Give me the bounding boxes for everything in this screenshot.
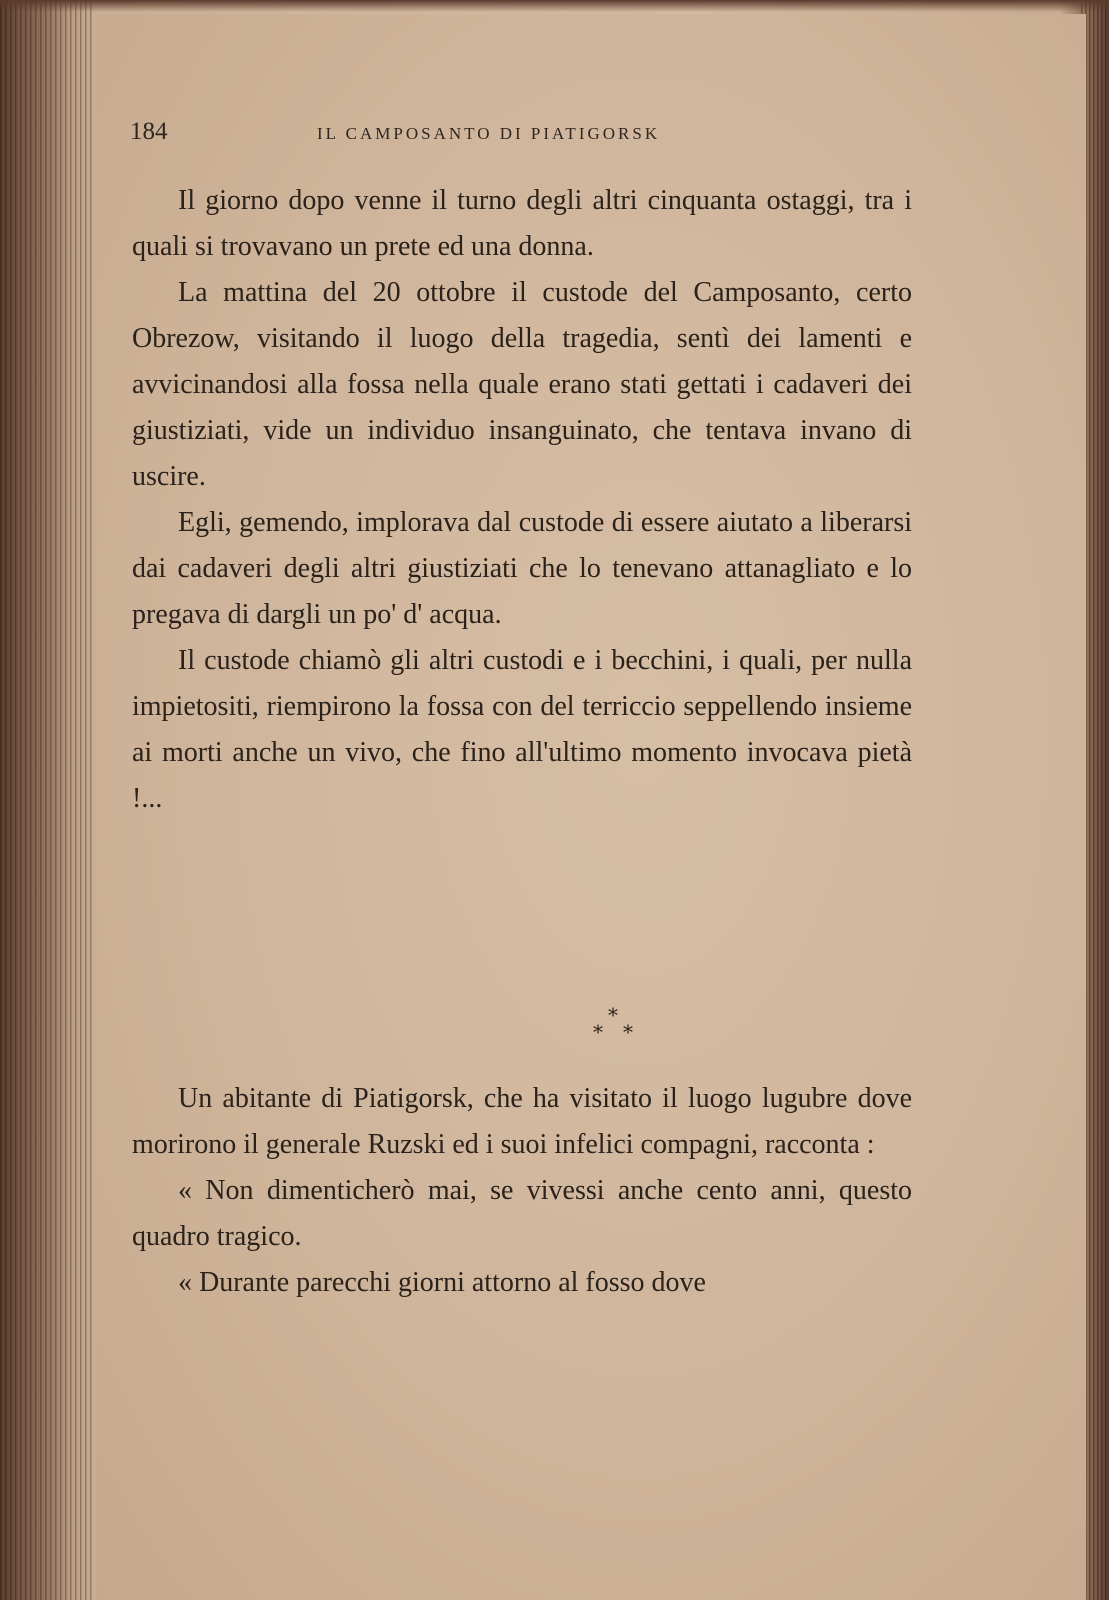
paragraph: Un abitante di Piatigorsk, che ha visitato il luogo lugubre dove morirono il generale Ruzski ed i suoi infelici compagni, racconta :: [132, 1083, 912, 1160]
body-text-top: [132, 178, 912, 822]
paragraph: « Durante parecchi giorni attorno al fosso dove: [178, 1267, 706, 1298]
running-title: IL CAMPOSANTO DI PIATIGORSK: [317, 124, 661, 143]
body-text-bottom: [132, 1076, 912, 1306]
asterisk: *: [608, 1003, 618, 1027]
asterisk: *: [623, 1020, 633, 1044]
paragraph: Egli, gemendo, implorava dal custode di essere aiutato a liberarsi dai cadaveri degli altri giustiziati che lo tenevano attanagliato e lo pregava di dargli un po' d' acqua.: [132, 507, 912, 630]
top-shadow: [0, 0, 1109, 12]
section-break-asterism: [580, 1005, 650, 1045]
page-header: [130, 114, 820, 154]
paragraph: Il giorno dopo venne il turno degli altri cinquanta ostaggi, tra i quali si trovavano un prete ed una donna.: [132, 185, 912, 262]
paragraph: La mattina del 20 ottobre il custode del Camposanto, certo Obrezow, visitando il luogo della tragedia, sentì dei lamenti e avvicinandosi alla fossa nella quale erano stati gettati i cadaveri dei giustiziati, vide un individuo insanguinato, che tentava invano di uscire.: [132, 277, 912, 492]
asterisk: *: [593, 1020, 603, 1044]
paragraph: Il custode chiamò gli altri custodi e i becchini, i quali, per nulla impietositi, riempirono la fossa con del terriccio seppellendo insieme ai morti anche un vivo, che fino all'ultimo momento invocava pietà !...: [132, 645, 912, 814]
page-number: 184: [130, 118, 168, 145]
book-spine: [0, 0, 95, 1600]
paragraph: « Non dimenticherò mai, se vivessi anche cento anni, questo quadro tragico.: [132, 1175, 912, 1252]
